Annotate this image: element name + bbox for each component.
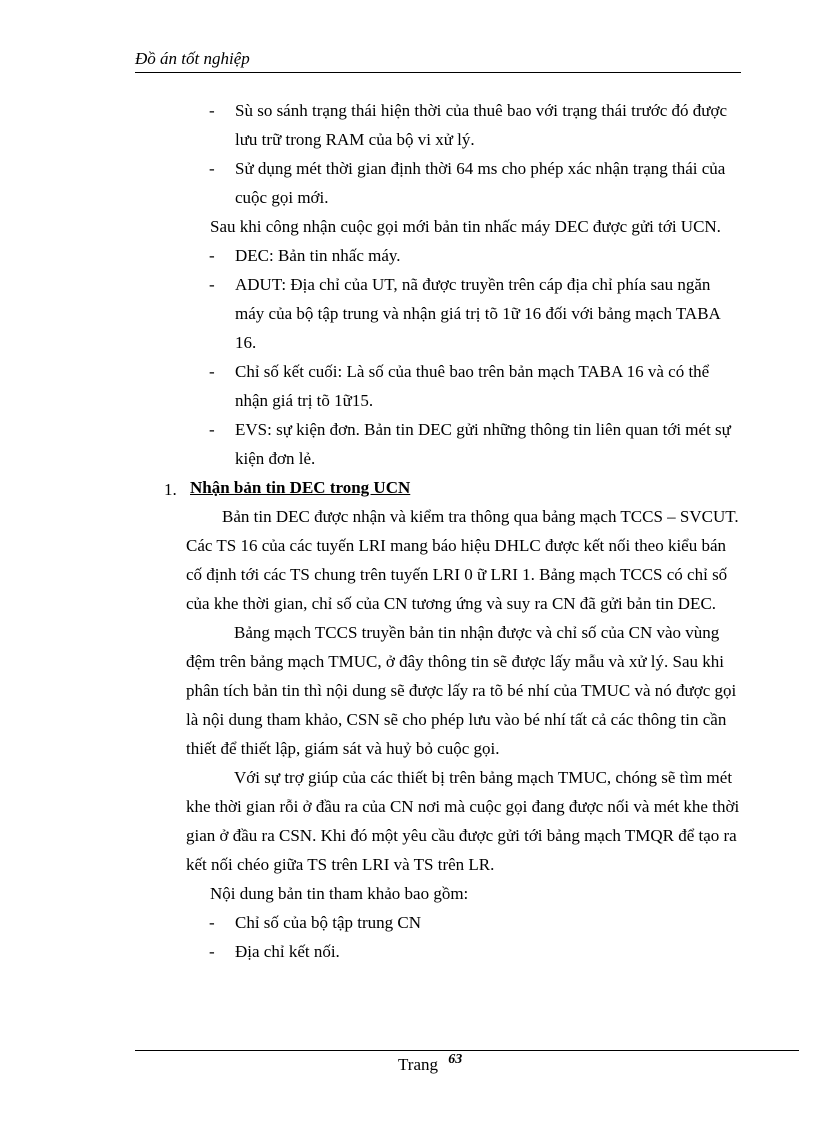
section-number: 1. bbox=[164, 480, 177, 499]
list-item bbox=[186, 154, 742, 212]
page-footer bbox=[398, 1052, 463, 1075]
section-title: Nhận bản tin DEC trong UCN bbox=[190, 478, 411, 497]
paragraph: Bản tin DEC được nhận và kiểm tra thông qua bảng mạch TCCS – SVCUT. Các TS 16 của các tuyến LRI mang báo hiệu DHLC được kết nối theo kiểu bán cố định tới các TS chung trên tuyến LRI 0 ữ LRI 1. Bảng mạch TCCS có chỉ số của khe thời gian, chỉ số của CN tương ứng và suy ra CN đã gửi bản tin DEC. bbox=[186, 507, 739, 613]
list-item-text: DEC: Bản tin nhấc máy. bbox=[235, 246, 401, 265]
paragraph: Bảng mạch TCCS truyền bản tin nhận được và chỉ số của CN vào vùng đệm trên bảng mạch TMUC, ở đây thông tin sẽ được lấy mẫu và xử lý. Sau khi phân tích bản tin thì nội dung sẽ được lấy ra tõ bé nhí của TMUC và nó được gọi là nội dung tham khảo, CSN sẽ cho phép lưu vào bé nhí tất cả các thông tin cần thiết để thiết lập, giám sát và huỷ bỏ cuộc gọi. bbox=[186, 623, 737, 758]
bullet-dash: - bbox=[209, 420, 215, 439]
list-item bbox=[186, 357, 742, 415]
list-item bbox=[186, 241, 742, 270]
footer-label: Trang bbox=[398, 1055, 438, 1074]
page-number: 63 bbox=[448, 1052, 463, 1067]
paragraph: Sau khi công nhận cuộc gọi mới bản tin nhấc máy DEC được gửi tới UCN. bbox=[210, 217, 721, 236]
list-item-text: EVS: sự kiện đơn. Bản tin DEC gửi những thông tin liên quan tới mét sự kiện đơn lẻ. bbox=[235, 420, 731, 468]
list-item bbox=[186, 270, 742, 357]
bullet-dash: - bbox=[209, 246, 215, 265]
list-item bbox=[186, 937, 742, 966]
list-item-text: Sù so sánh trạng thái hiện thời của thuê bao với trạng thái trước đó được lưu trữ trong RAM của bộ vi xử lý. bbox=[235, 101, 728, 149]
page-header-title: Đồ án tốt nghiệp bbox=[135, 49, 250, 68]
page-body bbox=[164, 96, 742, 966]
header-divider bbox=[135, 72, 741, 73]
bullet-dash: - bbox=[209, 101, 215, 120]
list-item-text: ADUT: Địa chỉ của UT, nã được truyền trên cáp địa chỉ phía sau ngăn máy của bộ tập trung và nhận giá trị tõ 1ữ 16 đối với bảng mạch TABA 16. bbox=[235, 275, 720, 352]
paragraph: Nội dung bản tin tham khảo bao gồm: bbox=[210, 884, 469, 903]
list-item-text: Sử dụng mét thời gian định thời 64 ms cho phép xác nhận trạng thái của cuộc gọi mới. bbox=[235, 159, 726, 207]
paragraph: Với sự trợ giúp của các thiết bị trên bảng mạch TMUC, chóng sẽ tìm mét khe thời gian rỗi ở đầu ra của CN nơi mà cuộc gọi đang được nối và mét khe thời gian ở đầu ra CSN. Khi đó một yêu cầu được gửi tới bảng mạch TMQR để tạo ra kết nối chéo giữa TS trên LRI và TS trên LR. bbox=[186, 768, 740, 874]
list-item-text: Địa chỉ kết nối. bbox=[235, 942, 340, 961]
bullet-dash: - bbox=[209, 942, 215, 961]
bullet-dash: - bbox=[209, 275, 215, 294]
bullet-dash: - bbox=[209, 362, 215, 381]
footer-divider bbox=[135, 1050, 799, 1051]
list-item-text: Chỉ số kết cuối: Là số của thuê bao trên bản mạch TABA 16 và có thể nhận giá trị tõ 1ữ15. bbox=[235, 362, 710, 410]
list-item bbox=[186, 96, 742, 154]
section-heading bbox=[164, 473, 742, 502]
bullet-dash: - bbox=[209, 913, 215, 932]
list-item-text: Chỉ số của bộ tập trung CN bbox=[235, 913, 422, 932]
bullet-dash: - bbox=[209, 159, 215, 178]
list-item bbox=[186, 415, 742, 473]
list-item bbox=[186, 908, 742, 937]
